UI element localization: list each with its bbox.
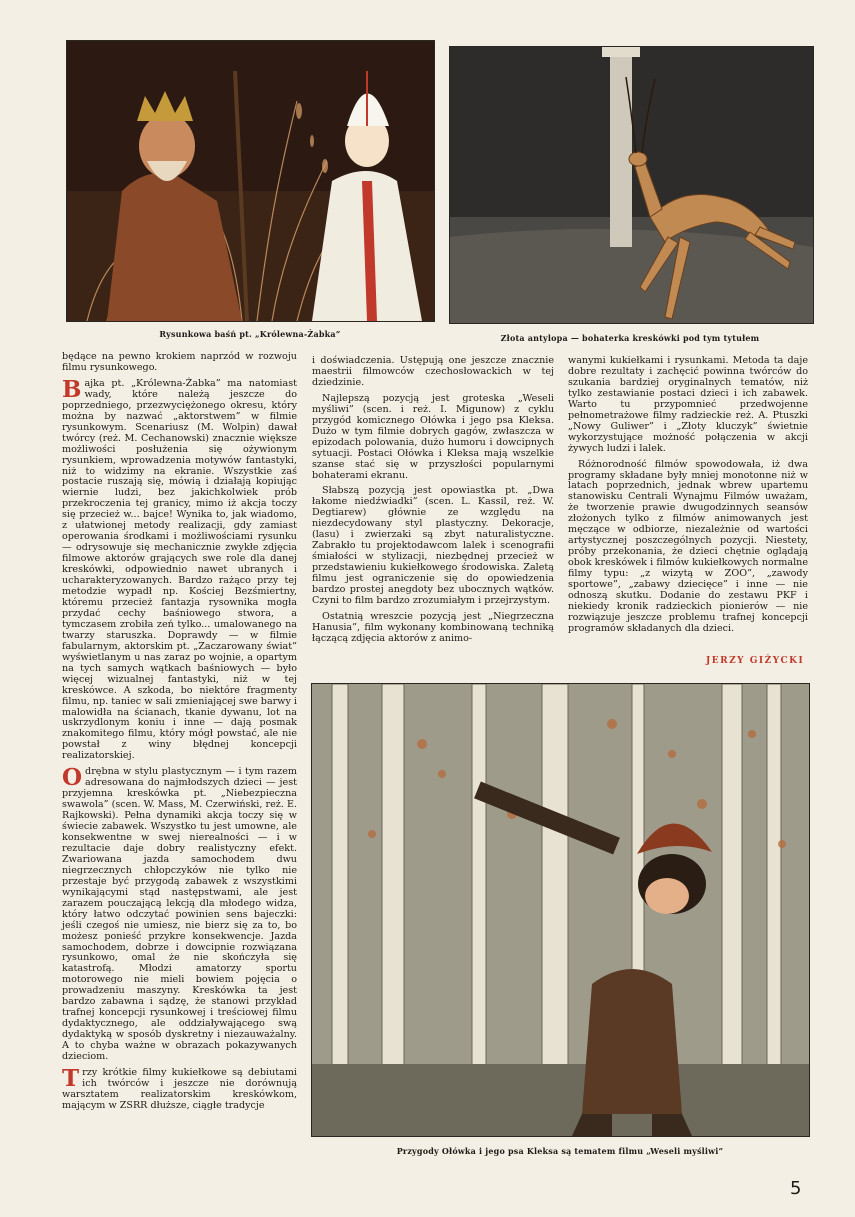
caption-bottom: Przygody Ołówka i jego psa Kleksa są tematem filmu „Weseli myśliwi” xyxy=(396,1146,724,1156)
caption-top-right: Złota antylopa — bohaterka kreskówki pod tym tytułem xyxy=(500,333,760,343)
page-number: 5 xyxy=(790,1178,802,1199)
paragraph-with-drop-cap xyxy=(62,1065,297,1112)
paragraph: Słabszą pozycją jest opowiastka pt. „Dwa łakome niedźwiadki” (scen. L. Kassil, reż. W. Degtiarew) głównie ze względu na niezdecydowany styl plastyczny. Dekoracje, (lasu) i zwierzaki są zbyt naturalistyczne. Zabrakło tu projektodawcom lalek i scenografii śmiałości w stylizacji, niezbędnej przecież w przedstawieniu kukiełkowego środowiska. Zaletą filmu jest ograniczenie się do opowiedzenia bardzo prostej anegdoty bez ubocznych wątków. Czyni to film bardzo zrozumiałym i przejrzystym. xyxy=(312,485,554,607)
paragraph: wanymi kukiełkami i rysunkami. Metoda ta daje dobre rezultaty i zachęcić powinna twórców do szukania bardziej oryginalnych tematów, niż tylko zestawianie postaci dzieci i ich zabawek. Warto tu przypomnieć przedwojenne pełnometrażowe filmy radzieckie reż. A. Ptuszki „Nowy Guliwer” i „Złoty kluczyk” świetnie wykorzystujące możność połączenia w akcji żywych ludzi i lalek. xyxy=(568,355,808,454)
paragraph-text: drębna w stylu plastycznym — i tym razem adresowana do najmłodszych dzieci — jest przyjemna kreskówka pt. „Niebezpieczna swawola” (scen. W. Mass, M. Czerwiński, reż. E. Rajkowski). Pełna dynamiki akcja toczy się w świecie zabawek. Wszystko tu jest umowne, ale konsekwentne w swej nierealności — i w rezultacie daje dobry realistyczny efekt. Zwariowana jazda samochodem dwu niegrzecznych chłopczyków nie tylko nie przestaje być przygodą zabawek z wszystkimi wynikającymi stąd następstwami, ale jest zarazem pouczającą lekcją dla młodego widza, który łatwo odczytać powinien sens bajeczki: jeśli czegoś nie umiesz, nie bierz się za to, bo możesz ponieść przykre konsekwencje. Jazda samochodem, dobrze i dowcipnie rozwiązana rysunkowo, omal że nie skończyła się katastrofą. Młodzi amatorzy sportu motorowego nie mieli bowiem pojęcia o prowadzeniu maszyny. Kreskówka ta jest bardzo zabawna i sądzę, że stanowi przykład trafnej koncepcji rysunkowej i treściowej filmu dydaktycznego, ale oddziaływającego swą dydaktyką w sposób dyskretny i niezauważalny. A to chyba ważne w obrazach pokazywanych dzieciom. xyxy=(62,766,297,1063)
paragraph: Najlepszą pozycją jest groteska „Weseli myśliwi” (scen. i reż. I. Migunow) z cyklu przygód komicznego Ołówka i jego psa Kleksa. Dużo w tym filmie dobrych gagów, zwłaszcza w epizodach polowania, dużo humoru i dowcipnych sytuacji. Postaci Ołówka i Kleksa mają wszelkie szanse stać się w przyszłości popularnymi bohaterami ekranu. xyxy=(312,392,554,481)
paragraph: i doświadczenia. Ustępują one jeszcze znacznie maestrii filmowców czechosłowackich w tej dziedzinie. xyxy=(312,355,554,388)
paragraph: Ostatnią wreszcie pozycją jest „Niegrzeczna Hanusia”, film wykonany kombinowaną techniką łączącą zdjęcia aktorów z animo- xyxy=(312,610,554,644)
article-column-2 xyxy=(312,356,554,650)
paragraph-with-drop-cap xyxy=(62,375,297,762)
illustration-krolewna-zabka xyxy=(66,40,435,322)
article-column-1 xyxy=(62,352,297,1117)
caption-top-left: Rysunkowa baśń pt. „Królewna-Żabka” xyxy=(159,329,341,339)
paragraph: Różnorodność filmów spowodowała, iż dwa programy składane były mniej monotonne niż w latach poprzednich, jednak wbrew upartemu stanowisku Centrali Wynajmu Filmów uważam, że tworzenie prawie dwugodzinnych seansów złożonych tylko z filmów animowanych jest męczące w odbiorze, niezależnie od wartości artystycznej poszczególnych pozycji. Niestety, próby przekonania, że dzieci chętnie oglądają obok kreskówek i filmów kukiełkowych normalne filmy typu: „z wizytą w ZOO”, „zawody sportowe”, „zabawy dziecięce” i inne — nie odnoszą skutku. Dodanie do zestawu PKF i niekiedy kronik radzieckich pionierów — nie rozwiązuje jeszcze problemu trafnej koncepcji programów składanych dla dzieci. xyxy=(568,458,808,634)
paragraph: będące na pewno krokiem naprzód w rozwoju filmu rysunkowego. xyxy=(62,351,297,373)
drop-cap: T xyxy=(62,1065,80,1092)
photo-weseli-mysliwi xyxy=(311,683,810,1137)
drop-cap: O xyxy=(62,764,83,792)
paragraph-text: rzy krótkie filmy kukiełkowe są debiutami ich twórców i jeszcze nie dorównują warsztatem realizatorskim kreskówkom, mającym w ZSRR dłuższe, ciągłe tradycje xyxy=(62,1067,297,1111)
paragraph-with-drop-cap xyxy=(62,764,297,1063)
author-signature: JERZY GIŻYCKI xyxy=(706,656,805,666)
drop-cap: B xyxy=(62,375,82,403)
illustration-zlota-antylopa xyxy=(449,46,814,324)
article-column-3 xyxy=(568,356,808,640)
paragraph-text: ajka pt. „Królewna-Żabka” ma natomiast wady, które należą jeszcze do poprzedniego, przezwyciężonego okresu, który można by nazwać „aktorstwem” w filmie rysunkowym. Scenariusz (M. Wolpin) dawał twórcy (reż. M. Cechanowski) znacznie większe możliwości posłużenia się ożywionym rysunkiem, wprowadzenia motywów fantastyki, niż to widzimy na ekranie. Wszystkie zaś postacie ruszają się, mówią i działają kopiując wiernie ludzi, bez jakichkolwiek prób przekroczenia tej granicy, mimo iż akcja toczy się przecież w... bajce! Wynika to, jak wiadomo, z ułatwionej metody realizacji, gdy zamiast operowania środkami i możliwościami rysunku — odrysowuje się mechanicznie zwykłe zdjęcia filmowe aktorów grających swe role dla danej kreskówki, odpowiednio nawet ubranych i ucharakteryzowanych. Bardzo rażąco przy tej metodzie wypadł np. Kościej Bezśmiertny, któremu przecież fantazja rysownika mogła przydać cechy baśniowego stwora, a tymczasem zrobiła zeń tylko... umalowanego na twarzy staruszka. Doprawdy — w filmie fabularnym, aktorskim pt. „Zaczarowany świat” wyświetlanym u nas zaraz po wojnie, a opartym na tych samych wątkach baśniowych — było więcej wizualnej fantastyki, niż w tej kreskówce. A szkoda, bo niektóre fragmenty filmu, np. taniec w sali zmieniającej swe barwy i malowidła na ścianach, tkanie dywanu, lot na uskrzydlonym koniu i inne — dają posmak znakomitego filmu, który mógł powstać, ale nie powstał z winy błędnej koncepcji realizatorskiej. xyxy=(62,377,297,762)
